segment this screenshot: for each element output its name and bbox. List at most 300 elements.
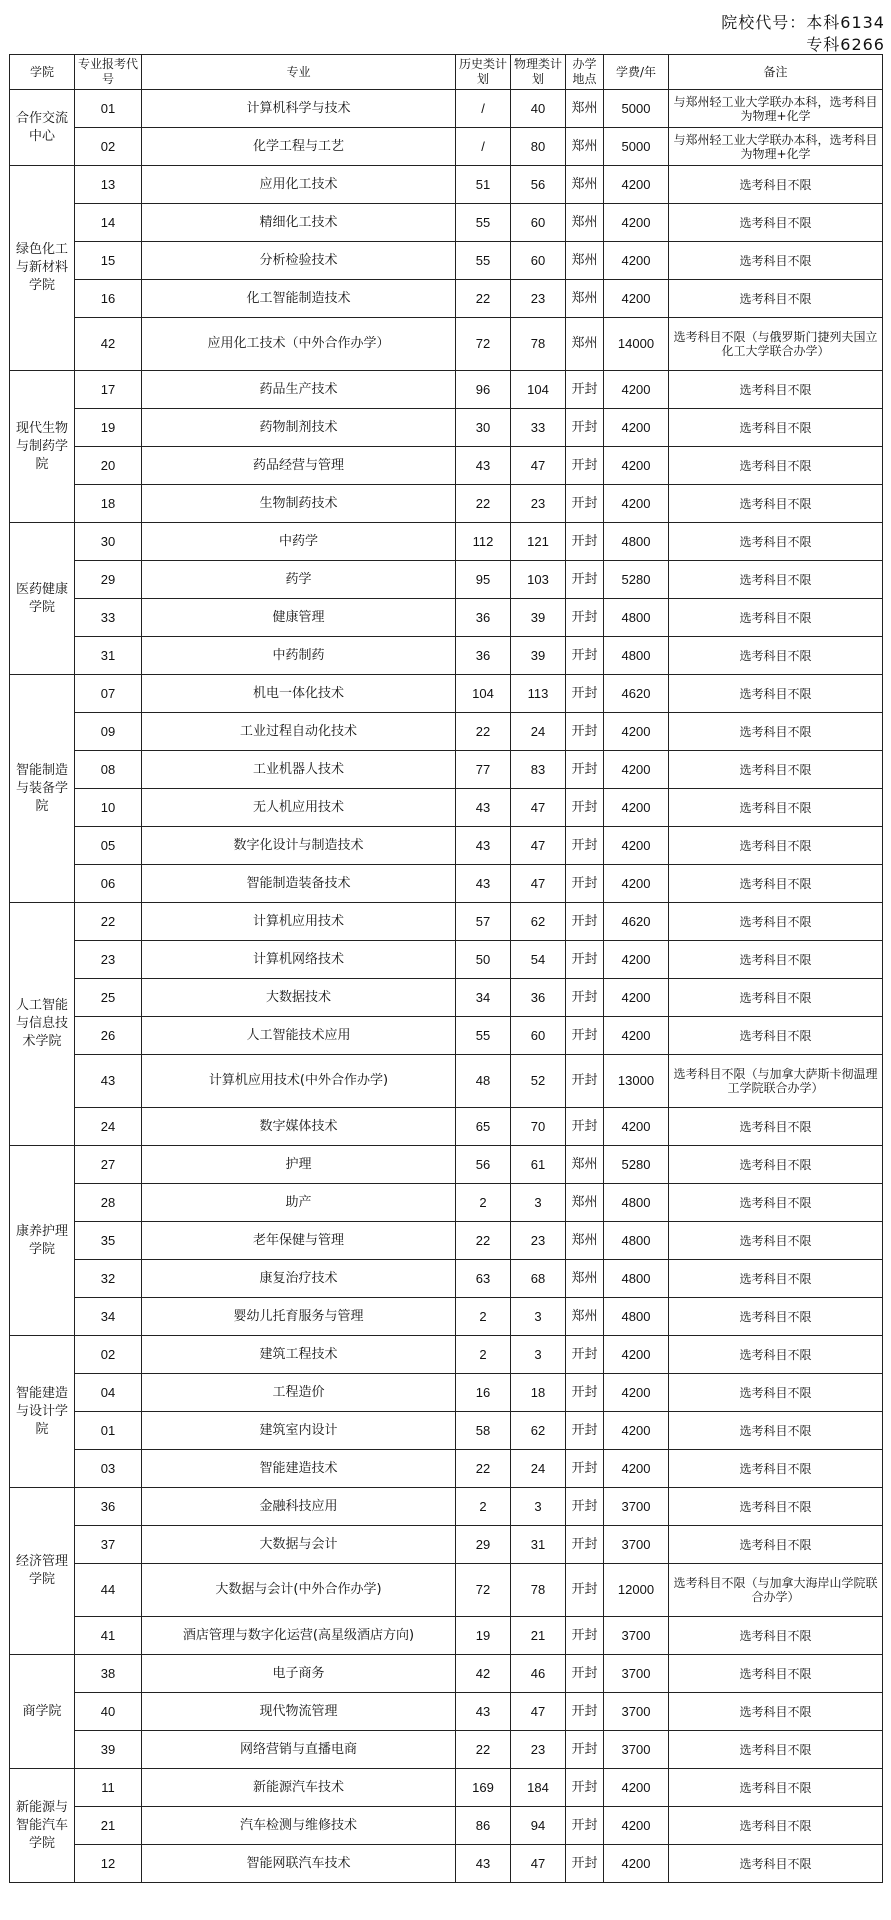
fee-cell: 3700 — [604, 1655, 669, 1693]
college-cell: 康养护理学院 — [10, 1146, 75, 1336]
location-cell: 开封 — [566, 1564, 604, 1617]
physics-plan-cell: 39 — [511, 637, 566, 675]
fee-cell: 3700 — [604, 1488, 669, 1526]
table-row — [10, 903, 883, 941]
fee-cell: 4200 — [604, 751, 669, 789]
major-name-cell: 老年保健与管理 — [142, 1222, 456, 1260]
location-cell: 开封 — [566, 979, 604, 1017]
physics-plan-cell: 39 — [511, 599, 566, 637]
history-plan-cell: 2 — [456, 1488, 511, 1526]
table-row — [10, 1693, 883, 1731]
table-row — [10, 1374, 883, 1412]
note-cell: 与郑州轻工业大学联办本科，选考科目为物理+化学 — [669, 90, 883, 128]
history-plan-cell: 2 — [456, 1336, 511, 1374]
note-cell: 选考科目不限 — [669, 979, 883, 1017]
major-name-cell: 计算机网络技术 — [142, 941, 456, 979]
note-cell: 选考科目不限 — [669, 1017, 883, 1055]
history-plan-cell: 43 — [456, 1845, 511, 1883]
table-row — [10, 1222, 883, 1260]
note-cell: 选考科目不限 — [669, 789, 883, 827]
major-name-cell: 生物制药技术 — [142, 485, 456, 523]
table-row — [10, 1336, 883, 1374]
major-code-cell: 12 — [75, 1845, 142, 1883]
note-cell: 选考科目不限（与加拿大海岸山学院联合办学） — [669, 1564, 883, 1617]
physics-plan-cell: 83 — [511, 751, 566, 789]
history-plan-cell: 86 — [456, 1807, 511, 1845]
fee-cell: 4620 — [604, 675, 669, 713]
major-code-cell: 40 — [75, 1693, 142, 1731]
major-code-cell: 17 — [75, 371, 142, 409]
table-row — [10, 599, 883, 637]
major-name-cell: 助产 — [142, 1184, 456, 1222]
table-row — [10, 1807, 883, 1845]
fee-cell: 3700 — [604, 1731, 669, 1769]
location-cell: 开封 — [566, 1845, 604, 1883]
history-plan-cell: 36 — [456, 637, 511, 675]
col-header-fee: 学费/年 — [604, 55, 669, 90]
college-cell: 智能建造与设计学院 — [10, 1336, 75, 1488]
table-row — [10, 1564, 883, 1617]
major-name-cell: 智能制造装备技术 — [142, 865, 456, 903]
location-cell: 开封 — [566, 599, 604, 637]
history-plan-cell: 22 — [456, 1450, 511, 1488]
physics-plan-cell: 113 — [511, 675, 566, 713]
table-row — [10, 1108, 883, 1146]
major-code-cell: 04 — [75, 1374, 142, 1412]
location-cell: 开封 — [566, 1731, 604, 1769]
location-cell: 开封 — [566, 1108, 604, 1146]
physics-plan-cell: 47 — [511, 865, 566, 903]
admission-plan-table — [9, 54, 883, 1883]
location-cell: 郑州 — [566, 242, 604, 280]
table-row — [10, 242, 883, 280]
history-plan-cell: 43 — [456, 865, 511, 903]
table-header-row — [10, 55, 883, 90]
major-name-cell: 药品经营与管理 — [142, 447, 456, 485]
major-name-cell: 应用化工技术（中外合作办学） — [142, 318, 456, 371]
major-name-cell: 健康管理 — [142, 599, 456, 637]
fee-cell: 4200 — [604, 979, 669, 1017]
location-cell: 郑州 — [566, 280, 604, 318]
physics-plan-cell: 121 — [511, 523, 566, 561]
location-cell: 开封 — [566, 675, 604, 713]
major-name-cell: 计算机应用技术(中外合作办学) — [142, 1055, 456, 1108]
physics-plan-cell: 33 — [511, 409, 566, 447]
major-code-cell: 21 — [75, 1807, 142, 1845]
table-row — [10, 204, 883, 242]
physics-plan-cell: 3 — [511, 1298, 566, 1336]
major-code-cell: 24 — [75, 1108, 142, 1146]
fee-cell: 4200 — [604, 242, 669, 280]
note-cell: 选考科目不限 — [669, 1108, 883, 1146]
location-cell: 开封 — [566, 1336, 604, 1374]
note-cell: 选考科目不限 — [669, 409, 883, 447]
fee-cell: 4200 — [604, 1017, 669, 1055]
fee-cell: 4800 — [604, 1298, 669, 1336]
physics-plan-cell: 31 — [511, 1526, 566, 1564]
location-cell: 开封 — [566, 1055, 604, 1108]
major-name-cell: 计算机科学与技术 — [142, 90, 456, 128]
note-cell: 选考科目不限 — [669, 371, 883, 409]
major-code-cell: 02 — [75, 1336, 142, 1374]
major-code-cell: 10 — [75, 789, 142, 827]
physics-plan-cell: 60 — [511, 204, 566, 242]
history-plan-cell: 169 — [456, 1769, 511, 1807]
table-row — [10, 1450, 883, 1488]
location-cell: 开封 — [566, 1488, 604, 1526]
major-code-cell: 29 — [75, 561, 142, 599]
table-row — [10, 318, 883, 371]
note-cell: 选考科目不限（与俄罗斯门捷列夫国立化工大学联合办学） — [669, 318, 883, 371]
location-cell: 开封 — [566, 1526, 604, 1564]
fee-cell: 4200 — [604, 1108, 669, 1146]
note-cell: 选考科目不限 — [669, 1222, 883, 1260]
note-cell: 选考科目不限 — [669, 1450, 883, 1488]
note-cell: 选考科目不限 — [669, 1298, 883, 1336]
college-cell: 合作交流中心 — [10, 90, 75, 166]
note-cell: 与郑州轻工业大学联办本科，选考科目为物理+化学 — [669, 128, 883, 166]
table-row — [10, 1488, 883, 1526]
fee-cell: 4200 — [604, 1336, 669, 1374]
major-code-cell: 41 — [75, 1617, 142, 1655]
history-plan-cell: 50 — [456, 941, 511, 979]
table-row — [10, 523, 883, 561]
major-code-cell: 30 — [75, 523, 142, 561]
history-plan-cell: 22 — [456, 1731, 511, 1769]
history-plan-cell: 22 — [456, 713, 511, 751]
physics-plan-cell: 23 — [511, 485, 566, 523]
major-name-cell: 分析检验技术 — [142, 242, 456, 280]
major-name-cell: 药物制剂技术 — [142, 409, 456, 447]
major-name-cell: 中药学 — [142, 523, 456, 561]
physics-plan-cell: 56 — [511, 166, 566, 204]
location-cell: 开封 — [566, 485, 604, 523]
physics-plan-cell: 3 — [511, 1184, 566, 1222]
physics-plan-cell: 40 — [511, 90, 566, 128]
major-code-cell: 42 — [75, 318, 142, 371]
fee-cell: 4200 — [604, 865, 669, 903]
note-cell: 选考科目不限 — [669, 1412, 883, 1450]
major-code-cell: 27 — [75, 1146, 142, 1184]
major-code-cell: 08 — [75, 751, 142, 789]
major-code-cell: 39 — [75, 1731, 142, 1769]
fee-cell: 5280 — [604, 561, 669, 599]
col-header-major: 专业 — [142, 55, 456, 90]
major-name-cell: 工业机器人技术 — [142, 751, 456, 789]
major-name-cell: 电子商务 — [142, 1655, 456, 1693]
physics-plan-cell: 23 — [511, 1222, 566, 1260]
table-row — [10, 1617, 883, 1655]
header-area — [0, 0, 891, 54]
physics-plan-cell: 60 — [511, 242, 566, 280]
note-cell: 选考科目不限 — [669, 599, 883, 637]
physics-plan-cell: 60 — [511, 1017, 566, 1055]
history-plan-cell: 16 — [456, 1374, 511, 1412]
note-cell: 选考科目不限 — [669, 1146, 883, 1184]
fee-cell: 4200 — [604, 166, 669, 204]
location-cell: 开封 — [566, 1017, 604, 1055]
note-cell: 选考科目不限 — [669, 1260, 883, 1298]
table-row — [10, 637, 883, 675]
note-cell: 选考科目不限 — [669, 1374, 883, 1412]
physics-plan-cell: 47 — [511, 789, 566, 827]
major-name-cell: 酒店管理与数字化运营(高星级酒店方向) — [142, 1617, 456, 1655]
table-row — [10, 789, 883, 827]
physics-plan-cell: 52 — [511, 1055, 566, 1108]
major-name-cell: 智能建造技术 — [142, 1450, 456, 1488]
table-row — [10, 561, 883, 599]
table-row — [10, 371, 883, 409]
physics-plan-cell: 62 — [511, 903, 566, 941]
col-header-location: 办学地点 — [566, 55, 604, 90]
fee-cell: 4800 — [604, 599, 669, 637]
major-name-cell: 智能网联汽车技术 — [142, 1845, 456, 1883]
fee-cell: 4200 — [604, 941, 669, 979]
fee-cell: 14000 — [604, 318, 669, 371]
history-plan-cell: 57 — [456, 903, 511, 941]
note-cell: 选考科目不限 — [669, 1807, 883, 1845]
major-name-cell: 康复治疗技术 — [142, 1260, 456, 1298]
history-plan-cell: 72 — [456, 318, 511, 371]
table-row — [10, 409, 883, 447]
history-plan-cell: 104 — [456, 675, 511, 713]
college-cell: 经济管理学院 — [10, 1488, 75, 1655]
note-cell: 选考科目不限（与加拿大萨斯卡彻温理工学院联合办学） — [669, 1055, 883, 1108]
physics-plan-cell: 47 — [511, 827, 566, 865]
physics-plan-cell: 61 — [511, 1146, 566, 1184]
major-name-cell: 应用化工技术 — [142, 166, 456, 204]
location-cell: 郑州 — [566, 128, 604, 166]
col-header-history-plan: 历史类计划 — [456, 55, 511, 90]
location-cell: 开封 — [566, 409, 604, 447]
location-cell: 郑州 — [566, 166, 604, 204]
history-plan-cell: / — [456, 128, 511, 166]
major-name-cell: 建筑工程技术 — [142, 1336, 456, 1374]
table-row — [10, 485, 883, 523]
fee-cell: 3700 — [604, 1526, 669, 1564]
fee-cell: 4200 — [604, 1845, 669, 1883]
table-row — [10, 1845, 883, 1883]
major-name-cell: 大数据技术 — [142, 979, 456, 1017]
major-name-cell: 化学工程与工艺 — [142, 128, 456, 166]
major-code-cell: 28 — [75, 1184, 142, 1222]
location-cell: 郑州 — [566, 204, 604, 242]
fee-cell: 5000 — [604, 90, 669, 128]
physics-plan-cell: 47 — [511, 447, 566, 485]
physics-plan-cell: 21 — [511, 1617, 566, 1655]
physics-plan-cell: 24 — [511, 1450, 566, 1488]
note-cell: 选考科目不限 — [669, 903, 883, 941]
history-plan-cell: 51 — [456, 166, 511, 204]
location-cell: 开封 — [566, 1450, 604, 1488]
major-code-cell: 16 — [75, 280, 142, 318]
fee-cell: 4800 — [604, 1184, 669, 1222]
fee-cell: 4800 — [604, 523, 669, 561]
fee-cell: 4800 — [604, 1222, 669, 1260]
major-code-cell: 23 — [75, 941, 142, 979]
location-cell: 开封 — [566, 523, 604, 561]
major-code-cell: 18 — [75, 485, 142, 523]
physics-plan-cell: 78 — [511, 318, 566, 371]
history-plan-cell: 58 — [456, 1412, 511, 1450]
fee-cell: 4200 — [604, 204, 669, 242]
major-code-cell: 31 — [75, 637, 142, 675]
history-plan-cell: 48 — [456, 1055, 511, 1108]
physics-plan-cell: 47 — [511, 1693, 566, 1731]
major-code-cell: 01 — [75, 1412, 142, 1450]
major-code-cell: 20 — [75, 447, 142, 485]
location-cell: 郑州 — [566, 1146, 604, 1184]
major-code-cell: 35 — [75, 1222, 142, 1260]
note-cell: 选考科目不限 — [669, 447, 883, 485]
table-row — [10, 90, 883, 128]
note-cell: 选考科目不限 — [669, 242, 883, 280]
major-name-cell: 新能源汽车技术 — [142, 1769, 456, 1807]
physics-plan-cell: 62 — [511, 1412, 566, 1450]
fee-cell: 4200 — [604, 447, 669, 485]
history-plan-cell: 55 — [456, 242, 511, 280]
table-row — [10, 827, 883, 865]
fee-cell: 4200 — [604, 1374, 669, 1412]
col-header-code: 专业报考代号 — [75, 55, 142, 90]
physics-plan-cell: 23 — [511, 1731, 566, 1769]
table-row — [10, 1412, 883, 1450]
table-row — [10, 751, 883, 789]
history-plan-cell: 55 — [456, 204, 511, 242]
col-header-physics-plan: 物理类计划 — [511, 55, 566, 90]
major-code-cell: 14 — [75, 204, 142, 242]
note-cell: 选考科目不限 — [669, 827, 883, 865]
history-plan-cell: 22 — [456, 1222, 511, 1260]
major-code-cell: 09 — [75, 713, 142, 751]
major-code-cell: 38 — [75, 1655, 142, 1693]
note-cell: 选考科目不限 — [669, 1617, 883, 1655]
table-row — [10, 1655, 883, 1693]
fee-cell: 5000 — [604, 128, 669, 166]
table-row — [10, 1260, 883, 1298]
history-plan-cell: 43 — [456, 827, 511, 865]
major-name-cell: 无人机应用技术 — [142, 789, 456, 827]
note-cell: 选考科目不限 — [669, 166, 883, 204]
location-cell: 开封 — [566, 827, 604, 865]
fee-cell: 4200 — [604, 371, 669, 409]
major-code-cell: 05 — [75, 827, 142, 865]
major-code-cell: 34 — [75, 1298, 142, 1336]
location-cell: 开封 — [566, 789, 604, 827]
note-cell: 选考科目不限 — [669, 637, 883, 675]
note-cell: 选考科目不限 — [669, 675, 883, 713]
note-cell: 选考科目不限 — [669, 280, 883, 318]
table-row — [10, 1526, 883, 1564]
fee-cell: 5280 — [604, 1146, 669, 1184]
location-cell: 开封 — [566, 637, 604, 675]
major-code-cell: 22 — [75, 903, 142, 941]
note-cell: 选考科目不限 — [669, 1769, 883, 1807]
major-code-cell: 44 — [75, 1564, 142, 1617]
major-name-cell: 数字化设计与制造技术 — [142, 827, 456, 865]
major-name-cell: 大数据与会计 — [142, 1526, 456, 1564]
note-cell: 选考科目不限 — [669, 1655, 883, 1693]
history-plan-cell: 2 — [456, 1184, 511, 1222]
major-name-cell: 汽车检测与维修技术 — [142, 1807, 456, 1845]
location-cell: 郑州 — [566, 1260, 604, 1298]
location-cell: 开封 — [566, 1617, 604, 1655]
fee-cell: 4200 — [604, 485, 669, 523]
history-plan-cell: 56 — [456, 1146, 511, 1184]
history-plan-cell: 42 — [456, 1655, 511, 1693]
table-row — [10, 1298, 883, 1336]
table-row — [10, 865, 883, 903]
major-code-cell: 37 — [75, 1526, 142, 1564]
physics-plan-cell: 24 — [511, 713, 566, 751]
note-cell: 选考科目不限 — [669, 204, 883, 242]
history-plan-cell: 19 — [456, 1617, 511, 1655]
location-cell: 郑州 — [566, 1222, 604, 1260]
major-code-cell: 07 — [75, 675, 142, 713]
major-name-cell: 大数据与会计(中外合作办学) — [142, 1564, 456, 1617]
physics-plan-cell: 103 — [511, 561, 566, 599]
col-header-note: 备注 — [669, 55, 883, 90]
note-cell: 选考科目不限 — [669, 751, 883, 789]
table-row — [10, 1055, 883, 1108]
location-cell: 开封 — [566, 1769, 604, 1807]
major-code-cell: 43 — [75, 1055, 142, 1108]
history-plan-cell: 72 — [456, 1564, 511, 1617]
table-body — [10, 90, 883, 1883]
physics-plan-cell: 94 — [511, 1807, 566, 1845]
history-plan-cell: 112 — [456, 523, 511, 561]
major-code-cell: 01 — [75, 90, 142, 128]
major-code-cell: 32 — [75, 1260, 142, 1298]
major-code-cell: 33 — [75, 599, 142, 637]
history-plan-cell: 22 — [456, 485, 511, 523]
fee-cell: 4200 — [604, 1807, 669, 1845]
history-plan-cell: 36 — [456, 599, 511, 637]
table-row — [10, 128, 883, 166]
table-row — [10, 1731, 883, 1769]
location-cell: 开封 — [566, 1655, 604, 1693]
history-plan-cell: 22 — [456, 280, 511, 318]
college-cell: 智能制造与装备学院 — [10, 675, 75, 903]
major-name-cell: 计算机应用技术 — [142, 903, 456, 941]
college-cell: 人工智能与信息技术学院 — [10, 903, 75, 1146]
school-code-junior: 专科6266 — [806, 35, 885, 54]
major-name-cell: 数字媒体技术 — [142, 1108, 456, 1146]
major-name-cell: 药学 — [142, 561, 456, 599]
history-plan-cell: 95 — [456, 561, 511, 599]
history-plan-cell: 77 — [456, 751, 511, 789]
history-plan-cell: 2 — [456, 1298, 511, 1336]
location-cell: 开封 — [566, 561, 604, 599]
fee-cell: 3700 — [604, 1693, 669, 1731]
physics-plan-cell: 47 — [511, 1845, 566, 1883]
table-row — [10, 447, 883, 485]
major-name-cell: 药品生产技术 — [142, 371, 456, 409]
physics-plan-cell: 104 — [511, 371, 566, 409]
note-cell: 选考科目不限 — [669, 865, 883, 903]
table-row — [10, 166, 883, 204]
major-name-cell: 建筑室内设计 — [142, 1412, 456, 1450]
major-code-cell: 19 — [75, 409, 142, 447]
major-name-cell: 中药制药 — [142, 637, 456, 675]
major-code-cell: 26 — [75, 1017, 142, 1055]
history-plan-cell: 30 — [456, 409, 511, 447]
physics-plan-cell: 184 — [511, 1769, 566, 1807]
fee-cell: 4200 — [604, 1450, 669, 1488]
major-code-cell: 36 — [75, 1488, 142, 1526]
major-code-cell: 11 — [75, 1769, 142, 1807]
school-code-undergrad: 院校代号：本科6134 — [721, 13, 885, 32]
